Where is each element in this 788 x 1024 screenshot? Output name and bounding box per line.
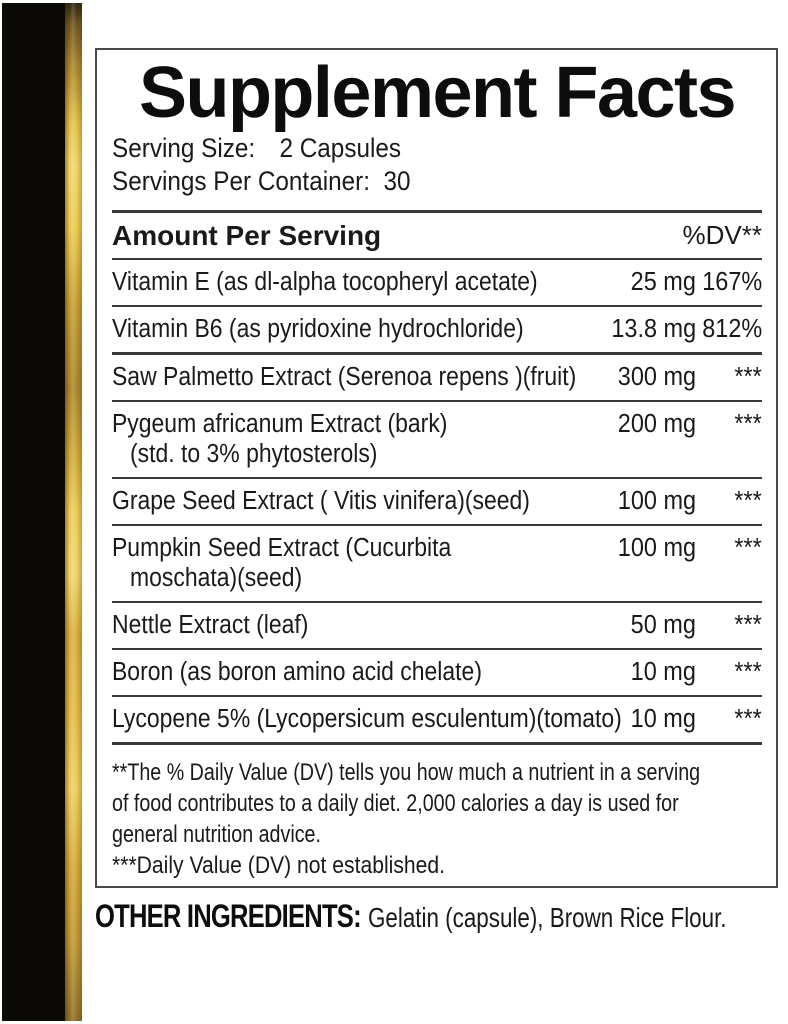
serving-size-label: Serving Size: bbox=[112, 133, 256, 163]
ingredient-amount: 10 mg bbox=[630, 658, 696, 686]
ingredient-dv: *** bbox=[734, 534, 762, 562]
ingredient-name: Pygeum africanum Extract (bark) bbox=[112, 410, 448, 438]
ingredient-row-pygeum bbox=[112, 402, 762, 477]
black-side-band bbox=[2, 3, 82, 1021]
servings-per-container-value: 30 bbox=[383, 166, 411, 196]
dv-header: %DV** bbox=[682, 220, 762, 250]
footnote-line: general nutrition advice. bbox=[112, 821, 321, 848]
ingredient-name: Boron (as boron amino acid chelate) bbox=[112, 658, 482, 686]
ingredient-amount: 100 mg bbox=[617, 534, 696, 562]
ingredient-row-pumpkin-seed bbox=[112, 526, 762, 601]
ingredient-dv: *** bbox=[734, 658, 762, 686]
supplement-facts-panel bbox=[95, 48, 778, 888]
ingredient-name-line2: moschata)(seed) bbox=[130, 564, 303, 592]
gold-stripe bbox=[65, 3, 82, 1021]
other-ingredients-value: Gelatin (capsule), Brown Rice Flour. bbox=[367, 902, 727, 933]
panel-title: Supplement Facts bbox=[138, 53, 736, 133]
ingredient-dv: *** bbox=[734, 410, 762, 438]
ingredient-row-grape-seed bbox=[112, 479, 762, 524]
ingredient-name: Saw Palmetto Extract (Serenoa repens )(fruit) bbox=[112, 363, 577, 391]
daily-value-footnote bbox=[112, 745, 762, 881]
servings-per-container-label: Servings Per Container: bbox=[112, 166, 370, 196]
ingredient-amount: 25 mg bbox=[630, 268, 696, 296]
ingredient-amount: 13.8 mg bbox=[611, 315, 696, 343]
serving-size-line bbox=[112, 132, 762, 165]
servings-per-container-line bbox=[112, 165, 762, 198]
ingredient-name-line2: (std. to 3% phytosterols) bbox=[130, 440, 378, 468]
footnote-line: of food contributes to a daily diet. 2,000 calories a day is used for bbox=[112, 790, 679, 817]
ingredient-name: Vitamin B6 (as pyridoxine hydrochloride) bbox=[112, 315, 524, 343]
other-ingredients-line bbox=[95, 898, 788, 935]
ingredient-row-boron bbox=[112, 650, 762, 695]
footnote-line: **The % Daily Value (DV) tells you how much a nutrient in a serving bbox=[112, 759, 701, 786]
ingredient-name: Pumpkin Seed Extract (Cucurbita bbox=[112, 534, 452, 562]
ingredient-dv: 812% bbox=[701, 315, 762, 343]
ingredient-row-vitamin-e bbox=[112, 260, 762, 305]
ingredient-dv: *** bbox=[734, 487, 762, 515]
ingredient-name: Vitamin E (as dl-alpha tocopheryl acetate) bbox=[112, 268, 538, 296]
ingredient-amount: 100 mg bbox=[617, 487, 696, 515]
ingredient-amount: 10 mg bbox=[630, 705, 696, 733]
amount-per-serving-header: Amount Per Serving bbox=[112, 220, 382, 251]
footnote-line-dv-not-established: ***Daily Value (DV) not established. bbox=[112, 852, 446, 879]
ingredient-dv: 167% bbox=[701, 268, 762, 296]
ingredient-amount: 300 mg bbox=[617, 363, 696, 391]
ingredient-row-lycopene bbox=[112, 697, 762, 742]
ingredient-name: Nettle Extract (leaf) bbox=[112, 611, 309, 639]
other-ingredients-label: OTHER INGREDIENTS: bbox=[95, 898, 361, 934]
ingredient-name: Lycopene 5% (Lycopersicum esculentum)(tomato) bbox=[112, 705, 622, 733]
ingredient-dv: *** bbox=[734, 611, 762, 639]
ingredient-amount: 50 mg bbox=[630, 611, 696, 639]
ingredient-row-nettle bbox=[112, 603, 762, 648]
ingredient-dv: *** bbox=[734, 363, 762, 391]
ingredient-row-vitamin-b6 bbox=[112, 307, 762, 352]
serving-size-value: 2 Capsules bbox=[279, 133, 402, 163]
ingredient-amount: 200 mg bbox=[617, 410, 696, 438]
ingredient-dv: *** bbox=[734, 705, 762, 733]
column-header-row bbox=[112, 213, 762, 258]
ingredient-name: Grape Seed Extract ( Vitis vinifera)(seed) bbox=[112, 487, 530, 515]
ingredient-row-saw-palmetto bbox=[112, 355, 762, 400]
